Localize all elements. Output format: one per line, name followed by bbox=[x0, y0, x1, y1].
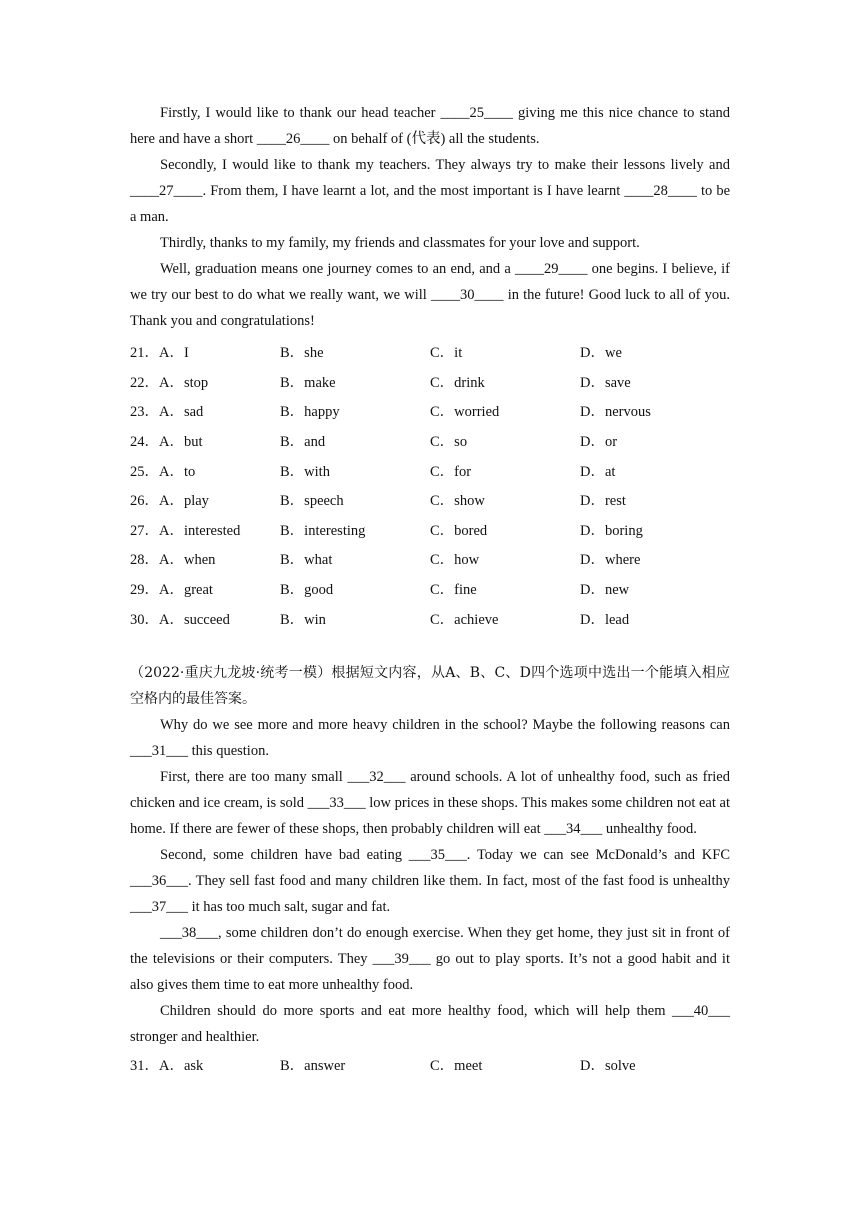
option-b: B．with bbox=[280, 463, 330, 480]
option-a: 24．A．but bbox=[130, 434, 203, 451]
option-c: C．how bbox=[430, 552, 480, 569]
option-a: 31．A．ask bbox=[130, 1058, 204, 1075]
question-row bbox=[130, 544, 730, 574]
option-c: C．meet bbox=[430, 1058, 483, 1075]
paragraph: Second, some children have bad eating ___35___. Today we can see McDonald’s and KFC ___36___. They sell fast food and many children like them. In fact, most of the fast food is unhealthy ___37___ it has too much salt, sugar and fat. bbox=[130, 846, 730, 915]
question-row bbox=[130, 426, 730, 456]
passage-2 bbox=[130, 660, 730, 1050]
option-c: C．for bbox=[430, 463, 472, 480]
option-c: C．it bbox=[430, 345, 463, 362]
option-c: C．fine bbox=[430, 582, 477, 599]
paragraph: First, there are too many small ___32___ around schools. A lot of unhealthy food, such as fried chicken and ice cream, is sold ___33___ low prices in these shops. This makes some children not eat at home. If there are fewer of these shops, then probably children will eat ___34___ unhealthy food. bbox=[130, 768, 730, 837]
option-d: D．where bbox=[580, 552, 641, 569]
option-a: 25．A．to bbox=[130, 463, 196, 480]
option-a: 26．A．play bbox=[130, 493, 209, 510]
question-source-intro: （2022·重庆九龙坡·统考一模）根据短文内容，从A、B、C、D四个选项中选出一个能填入相应空格内的最佳答案。 bbox=[130, 664, 730, 707]
option-d: D．save bbox=[580, 374, 631, 391]
question-options-2 bbox=[130, 1050, 730, 1080]
option-c: C．drink bbox=[430, 374, 485, 391]
question-row bbox=[130, 515, 730, 545]
option-d: D．boring bbox=[580, 522, 643, 539]
paragraph: Why do we see more and more heavy children in the school? Maybe the following reasons can ___31___ this question. bbox=[130, 716, 730, 759]
question-options-1 bbox=[130, 337, 730, 633]
option-d: D．at bbox=[580, 463, 616, 480]
option-c: C．bored bbox=[430, 522, 488, 539]
option-d: D．lead bbox=[580, 611, 630, 628]
option-d: D．we bbox=[580, 345, 622, 362]
option-b: B．answer bbox=[280, 1058, 346, 1075]
option-a: 27．A．interested bbox=[130, 522, 241, 539]
option-c: C．achieve bbox=[430, 611, 499, 628]
passage-1 bbox=[130, 100, 730, 334]
option-c: C．show bbox=[430, 493, 485, 510]
option-b: B．good bbox=[280, 582, 334, 599]
paragraph: Secondly, I would like to thank my teachers. They always try to make their lessons lively and ____27____. From them, I have learnt a lot, and the most important is I have learnt ____28____ to be a man. bbox=[130, 157, 730, 225]
option-c: C．worried bbox=[430, 404, 500, 421]
question-row bbox=[130, 367, 730, 397]
option-a: 21．A．I bbox=[130, 345, 189, 362]
option-a: 23．A．sad bbox=[130, 404, 204, 421]
paragraph: Children should do more sports and eat more healthy food, which will help them ___40___ stronger and healthier. bbox=[130, 1002, 730, 1045]
question-row bbox=[130, 455, 730, 485]
paragraph: Well, graduation means one journey comes to an end, and a ____29____ one begins. I believe, if we try our best to do what we really want, we will ____30____ in the future! Good luck to all of you. Thank you and congratulations! bbox=[130, 261, 730, 329]
option-b: B．what bbox=[280, 552, 333, 569]
option-d: D．solve bbox=[580, 1058, 636, 1075]
option-b: B．she bbox=[280, 345, 324, 362]
option-a: 29．A．great bbox=[130, 582, 213, 599]
option-d: D．or bbox=[580, 434, 618, 451]
option-a: 28．A．when bbox=[130, 552, 216, 569]
option-b: B．win bbox=[280, 611, 326, 628]
option-b: B．and bbox=[280, 434, 326, 451]
option-d: D．rest bbox=[580, 493, 626, 510]
question-row bbox=[130, 337, 730, 367]
question-row bbox=[130, 1050, 730, 1080]
question-row bbox=[130, 485, 730, 515]
question-row bbox=[130, 574, 730, 604]
option-d: D．new bbox=[580, 582, 630, 599]
option-d: D．nervous bbox=[580, 404, 651, 421]
document-page bbox=[130, 100, 730, 1080]
option-b: B．speech bbox=[280, 493, 344, 510]
option-b: B．interesting bbox=[280, 522, 366, 539]
option-b: B．make bbox=[280, 374, 336, 391]
paragraph: Firstly, I would like to thank our head teacher ____25____ giving me this nice chance to stand here and have a short ____26____ on behalf of (代表) all the students. bbox=[130, 105, 730, 147]
question-row bbox=[130, 603, 730, 633]
option-c: C．so bbox=[430, 434, 468, 451]
paragraph: ___38___, some children don’t do enough exercise. When they get home, they just sit in front of the televisions or their computers. They ___39___ go out to play sports. It’s not a good habit and it also gives them time to eat more unhealthy food. bbox=[130, 924, 730, 993]
option-a: 22．A．stop bbox=[130, 374, 209, 391]
question-row bbox=[130, 396, 730, 426]
paragraph: Thirdly, thanks to my family, my friends and classmates for your love and support. bbox=[160, 235, 640, 251]
option-a: 30．A．succeed bbox=[130, 611, 230, 628]
option-b: B．happy bbox=[280, 404, 340, 421]
